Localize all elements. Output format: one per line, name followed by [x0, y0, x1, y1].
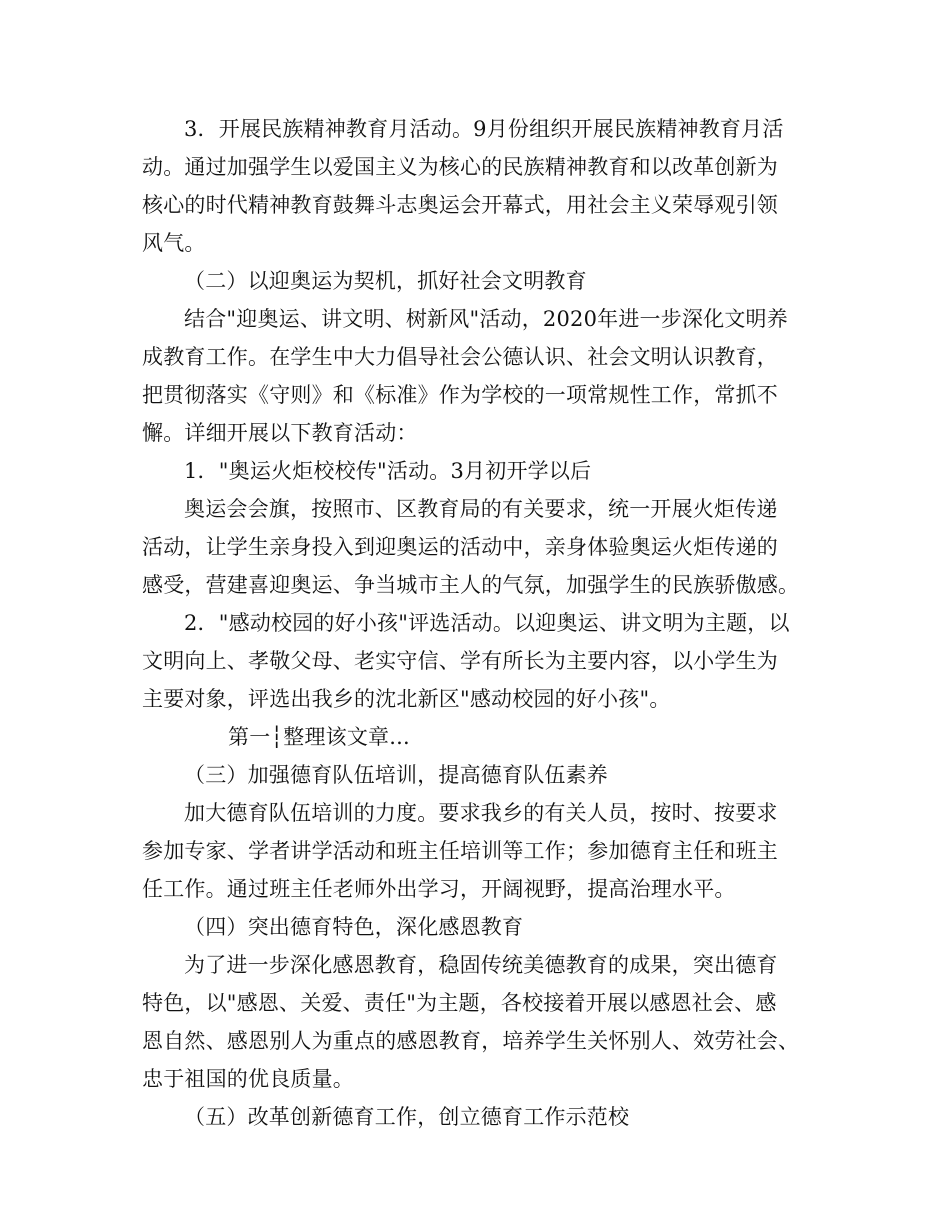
text-line: 风气。	[142, 231, 206, 255]
text-line: 文明向上、孝敬父母、老实守信、学有所长为主要内容，以小学生为	[142, 649, 778, 673]
section-heading: （二）以迎奥运为契机，抓好社会文明教育	[184, 269, 587, 293]
text-line: 恩自然、感恩别人为重点的感恩教育，培养学生关怀别人、效劳社会、	[142, 1029, 800, 1053]
text-line: 活动，让学生亲身投入到迎奥运的活动中，亲身体验奥运火炬传递的	[142, 535, 778, 559]
text-line: 成教育工作。在学生中大力倡导社会公德认识、社会文明认识教育，	[142, 345, 778, 369]
text-line: 结合"迎奥运、讲文明、树新风"活动，2020年进一步深化文明养	[184, 307, 788, 331]
text-line: 3．开展民族精神教育月活动。9月份组织开展民族精神教育月活	[184, 117, 784, 141]
text-line: 任工作。通过班主任老师外出学习，开阔视野，提高治理水平。	[142, 877, 736, 901]
section-heading: （四）突出德育特色，深化感恩教育	[184, 915, 524, 939]
text-line: 感受，营建喜迎奥运、争当城市主人的气氛，加强学生的民族骄傲感。	[142, 573, 800, 597]
text-line: 特色，以"感恩、关爱、责任"为主题，各校接着开展以感恩社会、感	[142, 991, 777, 1015]
text-line: 核心的时代精神教育鼓舞斗志奥运会开幕式，用社会主义荣辱观引领	[142, 193, 778, 217]
text-line: 1．"奥运火炬校校传"活动。3月初开学以后	[184, 459, 592, 483]
section-heading: （三）加强德育队伍培训，提高德育队伍素养	[184, 763, 608, 787]
text-line: 忠于祖国的优良质量。	[142, 1067, 354, 1091]
text-line: 动。通过加强学生以爱国主义为核心的民族精神教育和以改革创新为	[142, 155, 778, 179]
text-line: 2．"感动校园的好小孩"评选活动。以迎奥运、讲文明为主题，以	[184, 611, 790, 635]
text-line: 参加专家、学者讲学活动和班主任培训等工作；参加德育主任和班主	[142, 839, 778, 863]
text-line: 把贯彻落实《守则》和《标准》作为学校的一项常规性工作，常抓不	[142, 383, 778, 407]
text-line: 主要对象，评选出我乡的沈北新区"感动校园的好小孩"。	[142, 687, 671, 711]
text-line: 加大德育队伍培训的力度。要求我乡的有关人员，按时、按要求	[184, 801, 778, 825]
section-heading: （五）改革创新德育工作，创立德育工作示范校	[184, 1105, 630, 1129]
text-line: 懈。详细开展以下教育活动：	[142, 421, 418, 445]
text-line: 为了进一步深化感恩教育，稳固传统美德教育的成果，突出德育	[184, 953, 778, 977]
text-line: 奥运会会旗，按照市、区教育局的有关要求，统一开展火炬传递	[184, 497, 778, 521]
text-line: 第一┆整理该文章...	[228, 725, 410, 749]
